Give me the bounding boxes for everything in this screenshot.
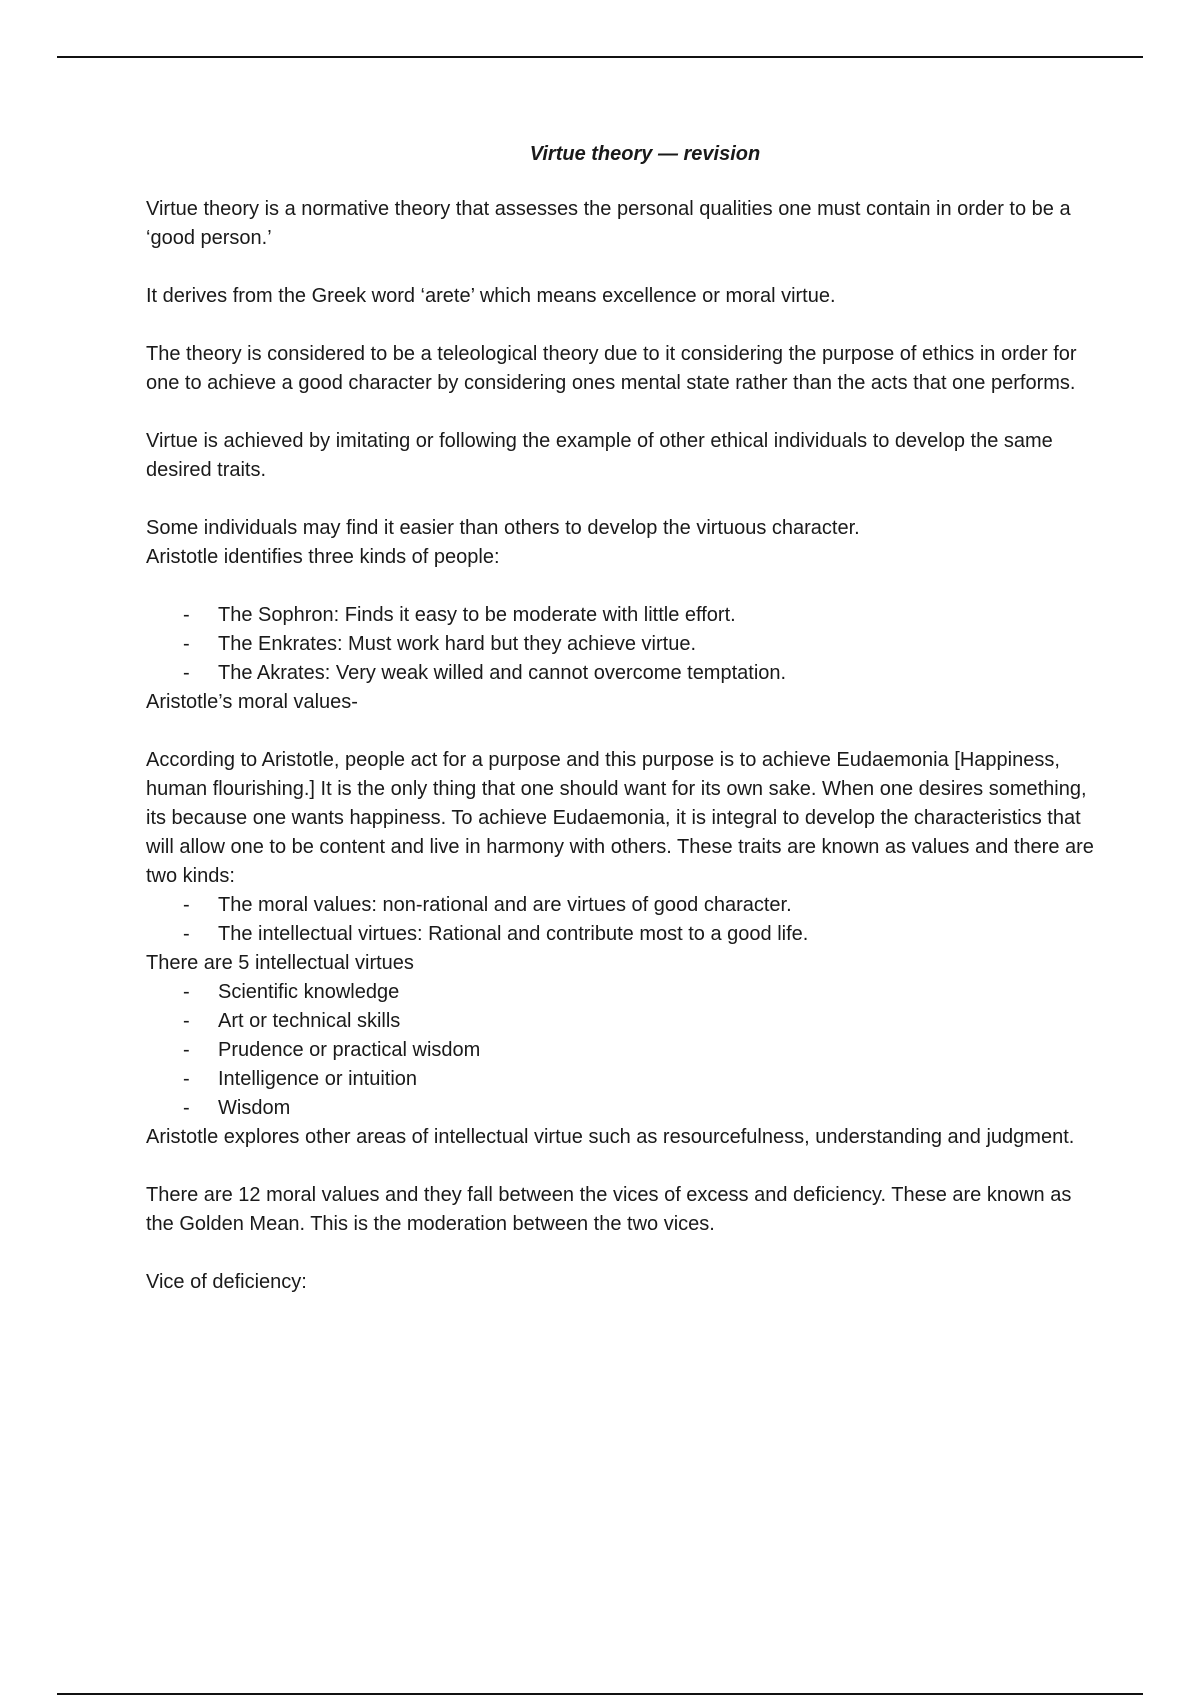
- list-item: - Art or technical skills: [183, 1007, 1096, 1036]
- paragraph-eudaemonia: According to Aristotle, people act for a purpose and this purpose is to achieve Eudaemonia [Happiness, human flourishing.] It is the only thing that one should want for its own sake. When one desires something, its because one wants happiness. To achieve Eudaemonia, it is integral to develop the characteristics that will allow one to be content and live in harmony with others. These traits are known as values and there are two kinds:: [146, 749, 1094, 887]
- document-page: [146, 140, 1096, 1326]
- list-item: - The moral values: non-rational and are virtues of good character.: [183, 891, 1096, 920]
- paragraph-individuals: Some individuals may find it easier than others to develop the virtuous character.: [146, 517, 860, 539]
- list-item: - Prudence or practical wisdom: [183, 1036, 1096, 1065]
- list-item: - Intelligence or intuition: [183, 1065, 1096, 1094]
- people-list: [146, 601, 1096, 688]
- value-kinds-list: [146, 891, 1096, 949]
- document-title: Virtue theory — revision: [529, 143, 761, 165]
- paragraph-golden-mean: There are 12 moral values and they fall between the vices of excess and deficiency. These are known as the Golden Mean. This is the moderation between the two vices.: [146, 1184, 1072, 1235]
- paragraph-imitation: Virtue is achieved by imitating or following the example of other ethical individuals to develop the same desired traits.: [146, 430, 1053, 481]
- list-item: - The Akrates: Very weak willed and cannot overcome temptation.: [183, 659, 1096, 688]
- paragraph-arete: It derives from the Greek word ‘arete’ which means excellence or moral virtue.: [146, 285, 836, 307]
- paragraph-three-kinds: Aristotle identifies three kinds of people:: [146, 546, 500, 568]
- list-item: - The Enkrates: Must work hard but they achieve virtue.: [183, 630, 1096, 659]
- paragraph-intellectual-other: Aristotle explores other areas of intellectual virtue such as resourcefulness, understanding and judgment.: [146, 1126, 1075, 1148]
- list-item: - Scientific knowledge: [183, 978, 1096, 1007]
- intellectual-virtues-list: [146, 978, 1096, 1123]
- paragraph-teleological: The theory is considered to be a teleological theory due to it considering the purpose of ethics in order for one to achieve a good character by considering ones mental state rather than the acts that one performs.: [146, 343, 1077, 394]
- moral-values-heading: Aristotle’s moral values-: [146, 691, 358, 713]
- list-item: - The Sophron: Finds it easy to be moderate with little effort.: [183, 601, 1096, 630]
- top-rule: [57, 56, 1143, 58]
- bottom-rule: [57, 1693, 1143, 1695]
- list-item: - The intellectual virtues: Rational and contribute most to a good life.: [183, 920, 1096, 949]
- vice-of-deficiency-heading: Vice of deficiency:: [146, 1271, 307, 1293]
- paragraph-definition: Virtue theory is a normative theory that assesses the personal qualities one must contain in order to be a ‘good person.’: [146, 198, 1071, 249]
- list-item: - Wisdom: [183, 1094, 1096, 1123]
- intellectual-virtues-heading: There are 5 intellectual virtues: [146, 952, 414, 974]
